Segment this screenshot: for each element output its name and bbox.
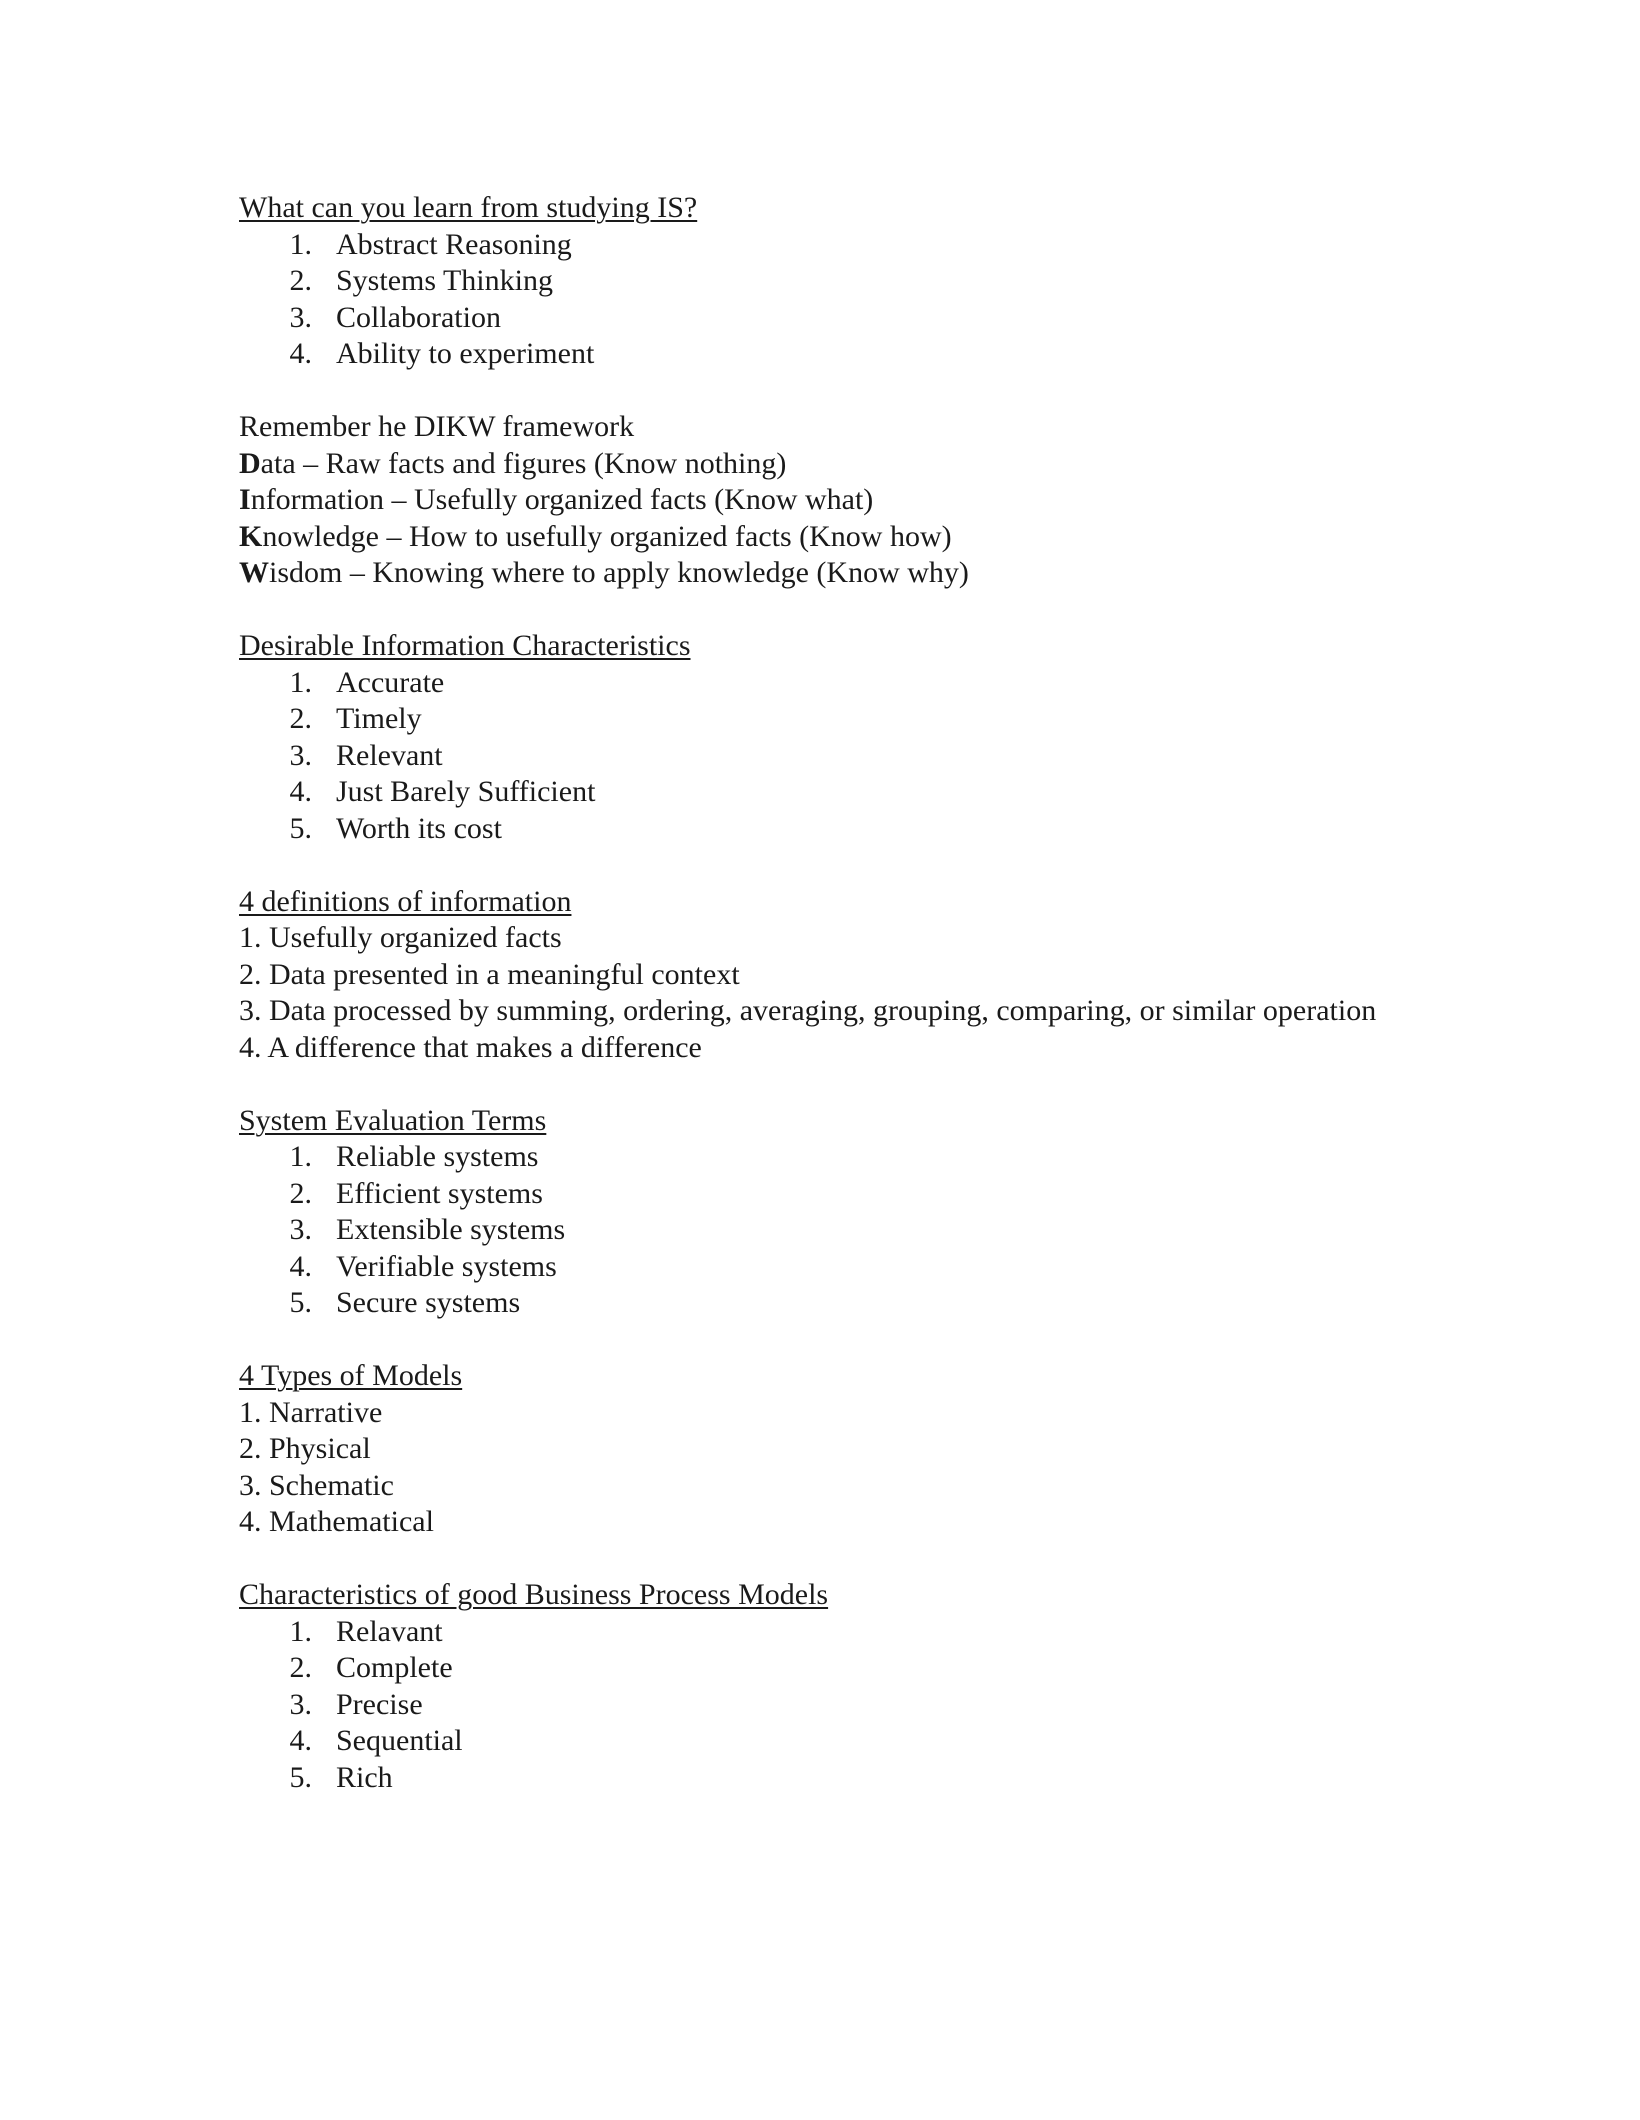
list-item <box>239 227 1439 264</box>
section-heading-evaluation: System Evaluation Terms <box>239 1103 547 1137</box>
list-bpm <box>239 1614 1439 1797</box>
list-number: 3. <box>289 738 312 772</box>
section-heading-definitions: 4 definitions of information <box>239 884 572 918</box>
list-text: Accurate <box>336 665 445 699</box>
list-text: Reliable systems <box>336 1140 539 1173</box>
list-number: 2. <box>289 1176 312 1210</box>
list-number: 1. <box>289 665 312 699</box>
model-line: 1. Narrative <box>239 1395 383 1429</box>
dikw-initial: W <box>239 556 269 589</box>
spacer <box>239 592 1439 629</box>
dikw-intro: Remember he DIKW framework <box>239 410 635 443</box>
definition-line: 4. A difference that makes a difference <box>239 1030 702 1064</box>
list-item <box>239 738 1439 775</box>
list-number: 1. <box>289 227 312 261</box>
list-item <box>239 1687 1439 1724</box>
list-number: 4. <box>289 337 312 370</box>
list-number: 1. <box>289 1614 312 1648</box>
dikw-text: isdom – Knowing where to apply knowledge (Know why) <box>269 556 969 589</box>
list-item <box>239 1139 1439 1176</box>
section-heading-bpm: Characteristics of good Business Process Models <box>239 1578 829 1611</box>
list-item <box>239 1614 1439 1651</box>
list-item <box>239 665 1439 702</box>
list-number: 5. <box>289 1286 312 1319</box>
spacer <box>239 1322 1439 1359</box>
model-line: 3. Schematic <box>239 1468 394 1502</box>
spacer <box>239 847 1439 884</box>
spacer <box>239 373 1439 410</box>
document-content <box>239 190 1439 1796</box>
list-text: Sequential <box>336 1724 463 1757</box>
list-text: Abstract Reasoning <box>336 227 572 261</box>
list-text: Complete <box>336 1651 453 1684</box>
list-text: Efficient systems <box>336 1176 543 1210</box>
dikw-initial: K <box>239 519 263 553</box>
list-item <box>239 1249 1439 1286</box>
dikw-line <box>239 446 1439 483</box>
list-text: Precise <box>336 1687 423 1721</box>
list-number: 5. <box>289 811 312 845</box>
list-number: 4. <box>289 1249 312 1283</box>
dikw-initial: I <box>239 483 251 516</box>
model-line: 2. Physical <box>239 1432 371 1465</box>
model-line: 4. Mathematical <box>239 1505 434 1538</box>
list-text: Collaboration <box>336 300 501 334</box>
list-number: 2. <box>289 702 312 735</box>
list-item <box>239 1723 1439 1760</box>
list-item <box>239 811 1439 848</box>
dikw-text: nowledge – How to usefully organized facts (Know how) <box>262 519 952 553</box>
list-item <box>239 701 1439 738</box>
list-item <box>239 1760 1439 1797</box>
list-number: 3. <box>289 300 312 334</box>
list-text: Systems Thinking <box>336 264 553 297</box>
list-learn <box>239 227 1439 373</box>
list-text: Secure systems <box>336 1286 521 1319</box>
list-text: Verifiable systems <box>336 1249 557 1283</box>
list-item <box>239 1176 1439 1213</box>
list-item <box>239 1650 1439 1687</box>
definition-line: 1. Usefully organized facts <box>239 921 562 954</box>
list-number: 4. <box>289 775 312 808</box>
list-number: 2. <box>289 264 312 297</box>
list-text: Timely <box>336 702 422 735</box>
list-item <box>239 774 1439 811</box>
list-item <box>239 1285 1439 1322</box>
list-number: 3. <box>289 1213 312 1246</box>
list-text: Rich <box>336 1760 393 1794</box>
definition-line: 3. Data processed by summing, ordering, averaging, grouping, comparing, or similar operation <box>239 994 1377 1027</box>
dikw-text: nformation – Usefully organized facts (Know what) <box>250 483 874 516</box>
list-text: Relevant <box>336 738 443 772</box>
list-text: Ability to experiment <box>336 337 595 370</box>
list-desirable <box>239 665 1439 848</box>
spacer <box>239 1066 1439 1103</box>
section-heading-models: 4 Types of Models <box>239 1359 463 1392</box>
spacer <box>239 1541 1439 1578</box>
list-text: Just Barely Sufficient <box>336 775 596 808</box>
list-text: Extensible systems <box>336 1213 566 1246</box>
section-heading-learn: What can you learn from studying IS? <box>239 191 698 224</box>
list-number: 5. <box>289 1760 312 1794</box>
list-number: 3. <box>289 1687 312 1721</box>
list-text: Relavant <box>336 1614 443 1648</box>
list-number: 1. <box>289 1140 312 1173</box>
dikw-line <box>239 519 1439 556</box>
list-item <box>239 263 1439 300</box>
list-evaluation <box>239 1139 1439 1322</box>
list-text: Worth its cost <box>336 811 502 845</box>
section-heading-desirable: Desirable Information Characteristics <box>239 629 691 662</box>
dikw-line <box>239 555 1439 592</box>
list-item <box>239 300 1439 337</box>
dikw-text: ata – Raw facts and figures (Know nothing) <box>260 446 787 480</box>
list-number: 4. <box>289 1724 312 1757</box>
list-item <box>239 1212 1439 1249</box>
dikw-initial: D <box>239 446 261 480</box>
list-number: 2. <box>289 1651 312 1684</box>
definition-line: 2. Data presented in a meaningful context <box>239 957 740 991</box>
dikw-line <box>239 482 1439 519</box>
list-item <box>239 336 1439 373</box>
